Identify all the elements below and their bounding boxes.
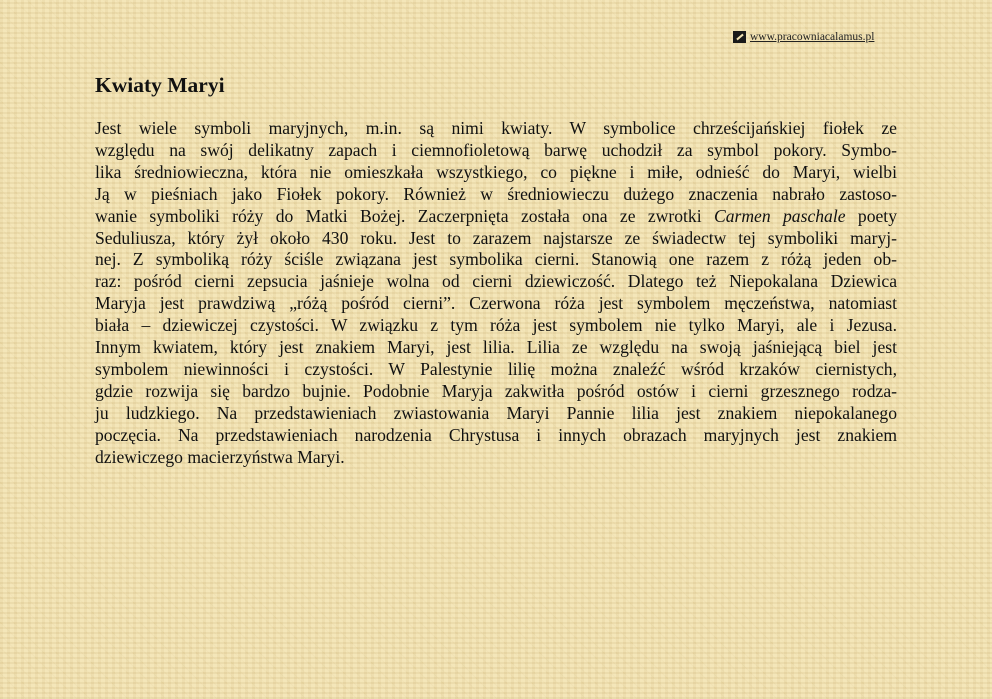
paragraph-line: względu na swój delikatny zapach i ciemnofioletową barwę uchodził za symbol pokory. Symbo- — [95, 139, 897, 160]
paragraph-text: poety — [857, 205, 897, 226]
watermark-url[interactable]: www.pracowniacalamus.pl — [750, 31, 875, 43]
paragraph-text: wanie symboliki róży do Matki Bożej. Zaczerpnięta została ona ze zwrotki — [95, 205, 702, 226]
page-title: Kwiaty Maryi — [95, 73, 225, 97]
paragraph-line: dziewiczego macierzyństwa Maryi. — [95, 446, 345, 467]
site-watermark — [733, 31, 874, 43]
paragraph-line: raz: pośród cierni zepsucia jaśnieje wolna od cierni dziewiczość. Dlatego też Niepokalana Dziewica — [95, 271, 897, 292]
paragraph-line: ju ludzkiego. Na przedstawieniach zwiastowania Maryi Pannie lilia jest znakiem niepokalanego — [95, 402, 897, 423]
paragraph-line — [95, 206, 897, 228]
paragraph-line: Seduliusza, który żył około 430 roku. Jest to zarazem najstarsze ze świadectw tej symboliki maryj- — [95, 227, 897, 248]
pen-logo-icon — [733, 31, 746, 43]
paragraph-line: symbolem niewinności i czystości. W Palestynie lilię można znaleźć wśród krzaków ciernistych, — [95, 358, 897, 379]
italic-title: Carmen paschale — [713, 205, 846, 226]
paragraph-line: lika średniowieczna, która nie omieszkała wszystkiego, co piękne i miłe, odnieść do Maryi, wielbi — [95, 161, 897, 182]
paragraph-line: Innym kwiatem, który jest znakiem Maryi, jest lilia. Lilia ze względu na swoją jaśniejącą biel jest — [95, 337, 897, 358]
paragraph-line: biała – dziewiczej czystości. W związku z tym róża jest symbolem nie tylko Maryi, ale i Jezusa. — [95, 315, 897, 336]
paragraph-line: gdzie rozwija się bardzo bujnie. Podobnie Maryja zakwitła pośród ostów i cierni grzesznego rodza- — [95, 380, 897, 401]
body-paragraph — [95, 118, 897, 469]
paragraph-line: Maryja jest prawdziwą „różą pośród cierni”. Czerwona róża jest symbolem męczeństwa, natomiast — [95, 293, 897, 314]
paragraph-line: nej. Z symboliką róży ściśle związana jest symbolika cierni. Stanowią one razem z różą jeden ob- — [95, 249, 897, 270]
paragraph-line: poczęcia. Na przedstawieniach narodzenia Chrystusa i innych obrazach maryjnych jest znakiem — [95, 424, 897, 445]
paragraph-line: Jest wiele symboli maryjnych, m.in. są nimi kwiaty. W symbolice chrześcijańskiej fiołek ze — [95, 118, 897, 138]
paragraph-line: Ją w pieśniach jako Fiołek pokory. Również w średniowieczu dużego znaczenia nabrało zastoso- — [95, 183, 897, 204]
